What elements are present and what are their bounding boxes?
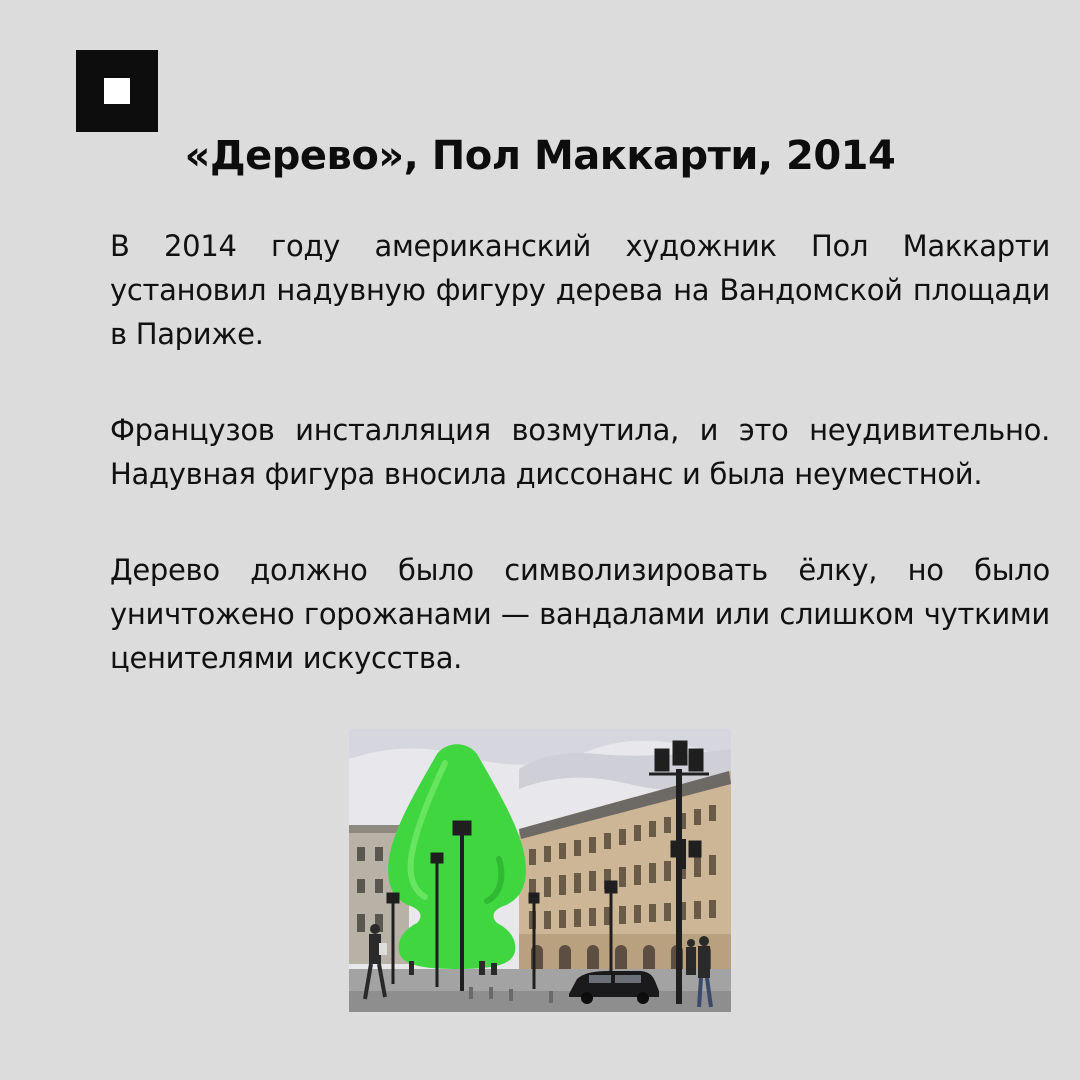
- logo-inner-square: [104, 78, 130, 104]
- square-logo-icon: [76, 50, 158, 132]
- paragraph-fate: Дерево должно было символизировать ёлку, но было уничтожено горожанами — вандалами или слишком чуткими ценителями искусства.: [110, 553, 1050, 675]
- page-title: «Дерево», Пол Маккарти, 2014: [184, 133, 896, 179]
- paragraph-reaction: Французов инсталляция возмутила, и это неудивительно. Надувная фигура вносила диссонанс и была неуместной.: [110, 413, 1050, 491]
- paragraph-intro: В 2014 году американский художник Пол Маккарти установил надувную фигуру дерева на Вандомской площади в Париже.: [110, 229, 1050, 351]
- sculpture-photo: [349, 729, 731, 1012]
